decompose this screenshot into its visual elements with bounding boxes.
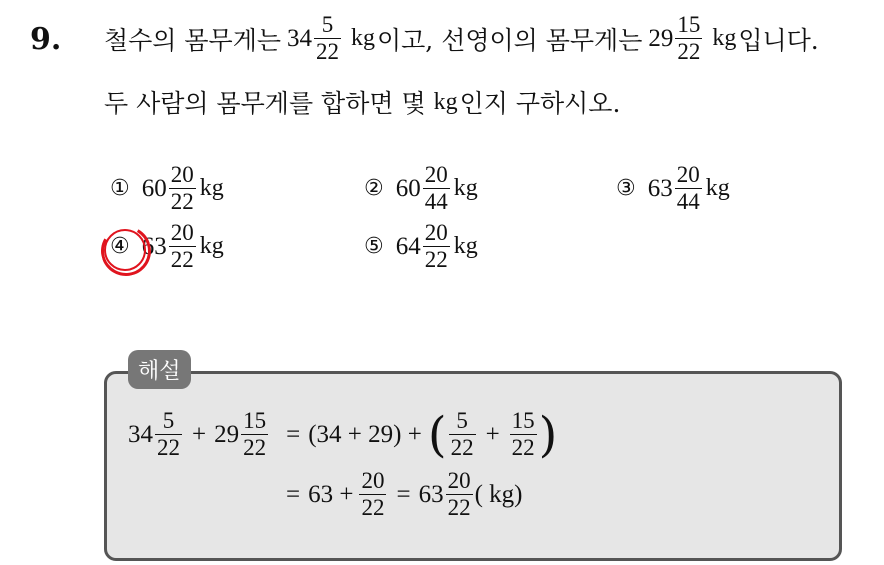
solution-row-1: 34 $\frac{5}{22}$ + 29 $\frac{15}{22}$ = (34 + 29) + ( $\frac{5}{22}$ + $\frac{15}{22}$ ) [128,406,558,463]
mixed-whole: 29 [648,24,674,52]
fraction: $\frac{15}{22}$ [677,12,701,64]
choice-5[interactable]: ⑤ 64 $\frac{20}{22}$ kg [364,220,478,272]
fraction: $\frac{5}{22}$ [316,12,339,64]
choice-3[interactable]: ③ 63 $\frac{20}{44}$ kg [616,162,730,214]
solution-tag: 해설 [128,350,191,389]
question-text-3: 입니다. [738,25,819,55]
choice-4[interactable]: ④ 63 $\frac{20}{22}$ kg [110,220,224,272]
question-text-5: 인지 구하시오. [459,89,621,118]
solution-box [104,371,842,561]
unit: kg [351,25,375,51]
choice-2[interactable]: ② 60 $\frac{20}{44}$ kg [364,162,478,214]
answer-mark-circle-inner [104,229,146,271]
solution-row-2: = 63 + $\frac{20}{22}$ = 63 $\frac{20}{22}$ ( kg) [286,468,523,520]
mixed-whole: 34 [287,24,312,52]
question-line-1 [104,12,819,65]
question-text-4: 두 사람의 몸무게를 합하면 몇 [104,89,426,118]
question-text-1: 철수의 몸무게는 [104,25,281,55]
unit: kg [712,25,737,51]
choice-1[interactable]: ① 60 $\frac{20}{22}$ kg [110,162,224,214]
unit: kg [433,88,458,115]
question-number: 9. [30,22,62,57]
question-text-2: 이고, 선영이의 몸무게는 [377,25,643,55]
question-line-2 [104,84,620,120]
